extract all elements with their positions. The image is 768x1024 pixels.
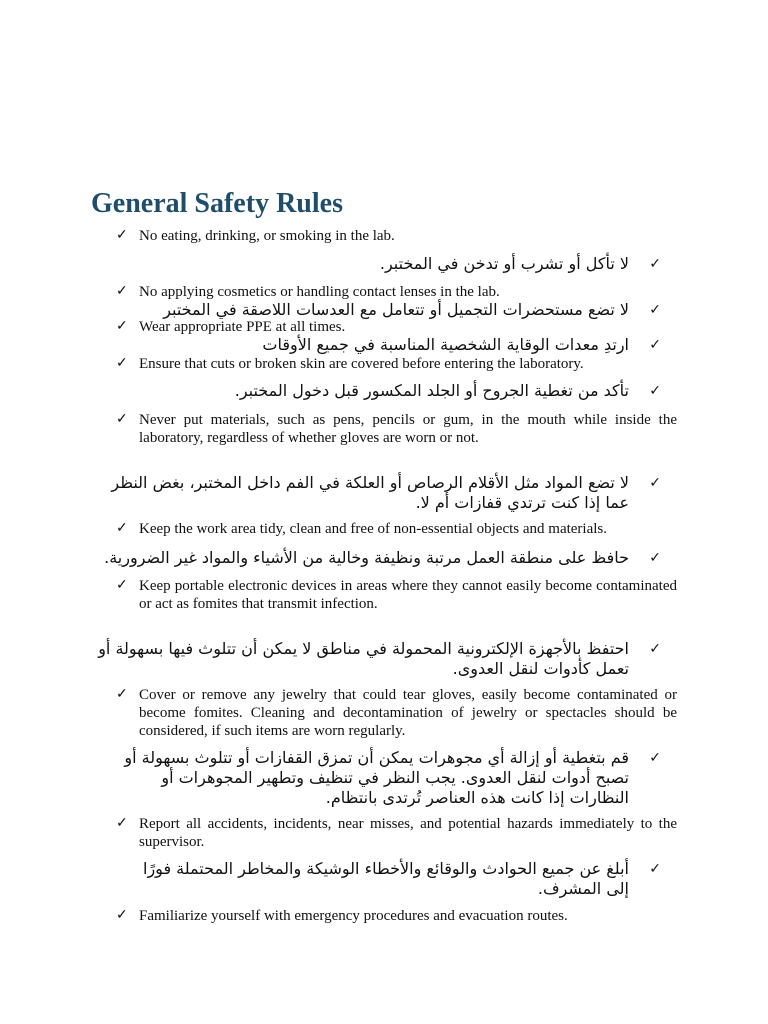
checkmark-icon: ✓ [649, 337, 661, 353]
checkmark-icon: ✓ [116, 578, 128, 593]
rule-en-text: Never put materials, such as pens, pencils or gum, in the mouth while inside the laboratory, regardless of whether gloves are worn or not. [139, 412, 677, 446]
rule-ar-text: لا تضع مستحضرات التجميل أو تتعامل مع العدسات اللاصقة في المختبر [163, 300, 629, 319]
checkmark-icon: ✓ [649, 383, 661, 399]
rule-ar-text: ارتدِ معدات الوقاية الشخصية المناسبة في جميع الأوقات [262, 335, 629, 354]
rule-ar-text: قم بتغطية أو إزالة أي مجوهرات يمكن أن تمزق القفازات أو تتلوث بسهولة أو تصبح أدوات لنقل العدوى. يجب النظر في تنظيف وتطهير المجوهرات أو النظارات إذا كانت هذه العناصر تُرتدى بانتظام. [124, 748, 629, 807]
checkmark-icon: ✓ [649, 302, 661, 318]
rule-en-text: No eating, drinking, or smoking in the lab. [139, 228, 395, 244]
rule-en-text: Cover or remove any jewelry that could tear gloves, easily become contaminated or become fomites. Cleaning and decontamination of jewelry or spectacles should be considered, if such items are worn regularly. [139, 687, 677, 739]
rule-ar [90, 381, 661, 401]
rule-ar [90, 335, 661, 355]
checkmark-icon: ✓ [116, 816, 128, 831]
rule-ar-text: حافظ على منطقة العمل مرتبة ونظيفة وخالية من الأشياء والمواد غير الضرورية. [104, 548, 629, 567]
rule-en [116, 520, 677, 538]
checkmark-icon: ✓ [649, 256, 661, 272]
checkmark-icon: ✓ [116, 412, 128, 427]
rule-en-text: No applying cosmetics or handling contact lenses in the lab. [139, 284, 500, 300]
page-title: General Safety Rules [91, 188, 343, 219]
rule-en-text: Wear appropriate PPE at all times. [139, 319, 346, 335]
checkmark-icon: ✓ [116, 228, 128, 243]
checkmark-icon: ✓ [116, 319, 128, 334]
rule-en [116, 577, 677, 613]
rule-en [116, 907, 677, 925]
rule-en-text: Familiarize yourself with emergency procedures and evacuation routes. [139, 908, 568, 924]
rule-en [116, 227, 677, 245]
checkmark-icon: ✓ [116, 356, 128, 371]
rule-en [116, 411, 677, 447]
checkmark-icon: ✓ [649, 861, 661, 877]
rule-en-text: Keep the work area tidy, clean and free of non-essential objects and materials. [139, 521, 607, 537]
checkmark-icon: ✓ [116, 687, 128, 702]
rule-ar-text: لا تضع المواد مثل الأقلام الرصاص أو العلكة في الفم داخل المختبر، بغض النظر عما إذا كنت ترتدي قفازات أم لا. [111, 473, 629, 512]
rule-ar-text: أبلغ عن جميع الحوادث والوقائع والأخطاء الوشيكة والمخاطر المحتملة فورًا إلى المشرف. [143, 859, 629, 898]
checkmark-icon: ✓ [116, 908, 128, 923]
rule-ar [90, 548, 661, 568]
rule-ar-text: احتفظ بالأجهزة الإلكترونية المحمولة في مناطق لا يمكن أن تتلوث فيها بسهولة أو تعمل كأدوات لنقل العدوى. [98, 639, 629, 678]
rule-en [116, 283, 677, 301]
checkmark-icon: ✓ [649, 550, 661, 566]
rule-ar [140, 859, 661, 899]
rule-ar [110, 748, 661, 808]
rule-en [116, 815, 677, 851]
rule-ar [90, 473, 661, 513]
checkmark-icon: ✓ [116, 284, 128, 299]
rule-en-text: Keep portable electronic devices in areas where they cannot easily become contaminated or act as fomites that transmit infection. [139, 578, 677, 612]
rule-en-text: Report all accidents, incidents, near misses, and potential hazards immediately to the supervisor. [139, 816, 677, 850]
rule-en-text: Ensure that cuts or broken skin are covered before entering the laboratory. [139, 356, 584, 372]
rule-ar [90, 254, 661, 274]
checkmark-icon: ✓ [649, 475, 661, 491]
rule-ar [90, 300, 661, 320]
checkmark-icon: ✓ [649, 750, 661, 766]
checkmark-icon: ✓ [649, 641, 661, 657]
rule-ar [90, 639, 661, 679]
rule-en [116, 355, 677, 373]
rule-ar-text: تأكد من تغطية الجروح أو الجلد المكسور قبل دخول المختبر. [234, 381, 629, 400]
checkmark-icon: ✓ [116, 521, 128, 536]
rule-en [116, 686, 677, 740]
rule-ar-text: لا تأكل أو تشرب أو تدخن في المختبر. [379, 254, 629, 273]
rule-en [116, 318, 677, 336]
